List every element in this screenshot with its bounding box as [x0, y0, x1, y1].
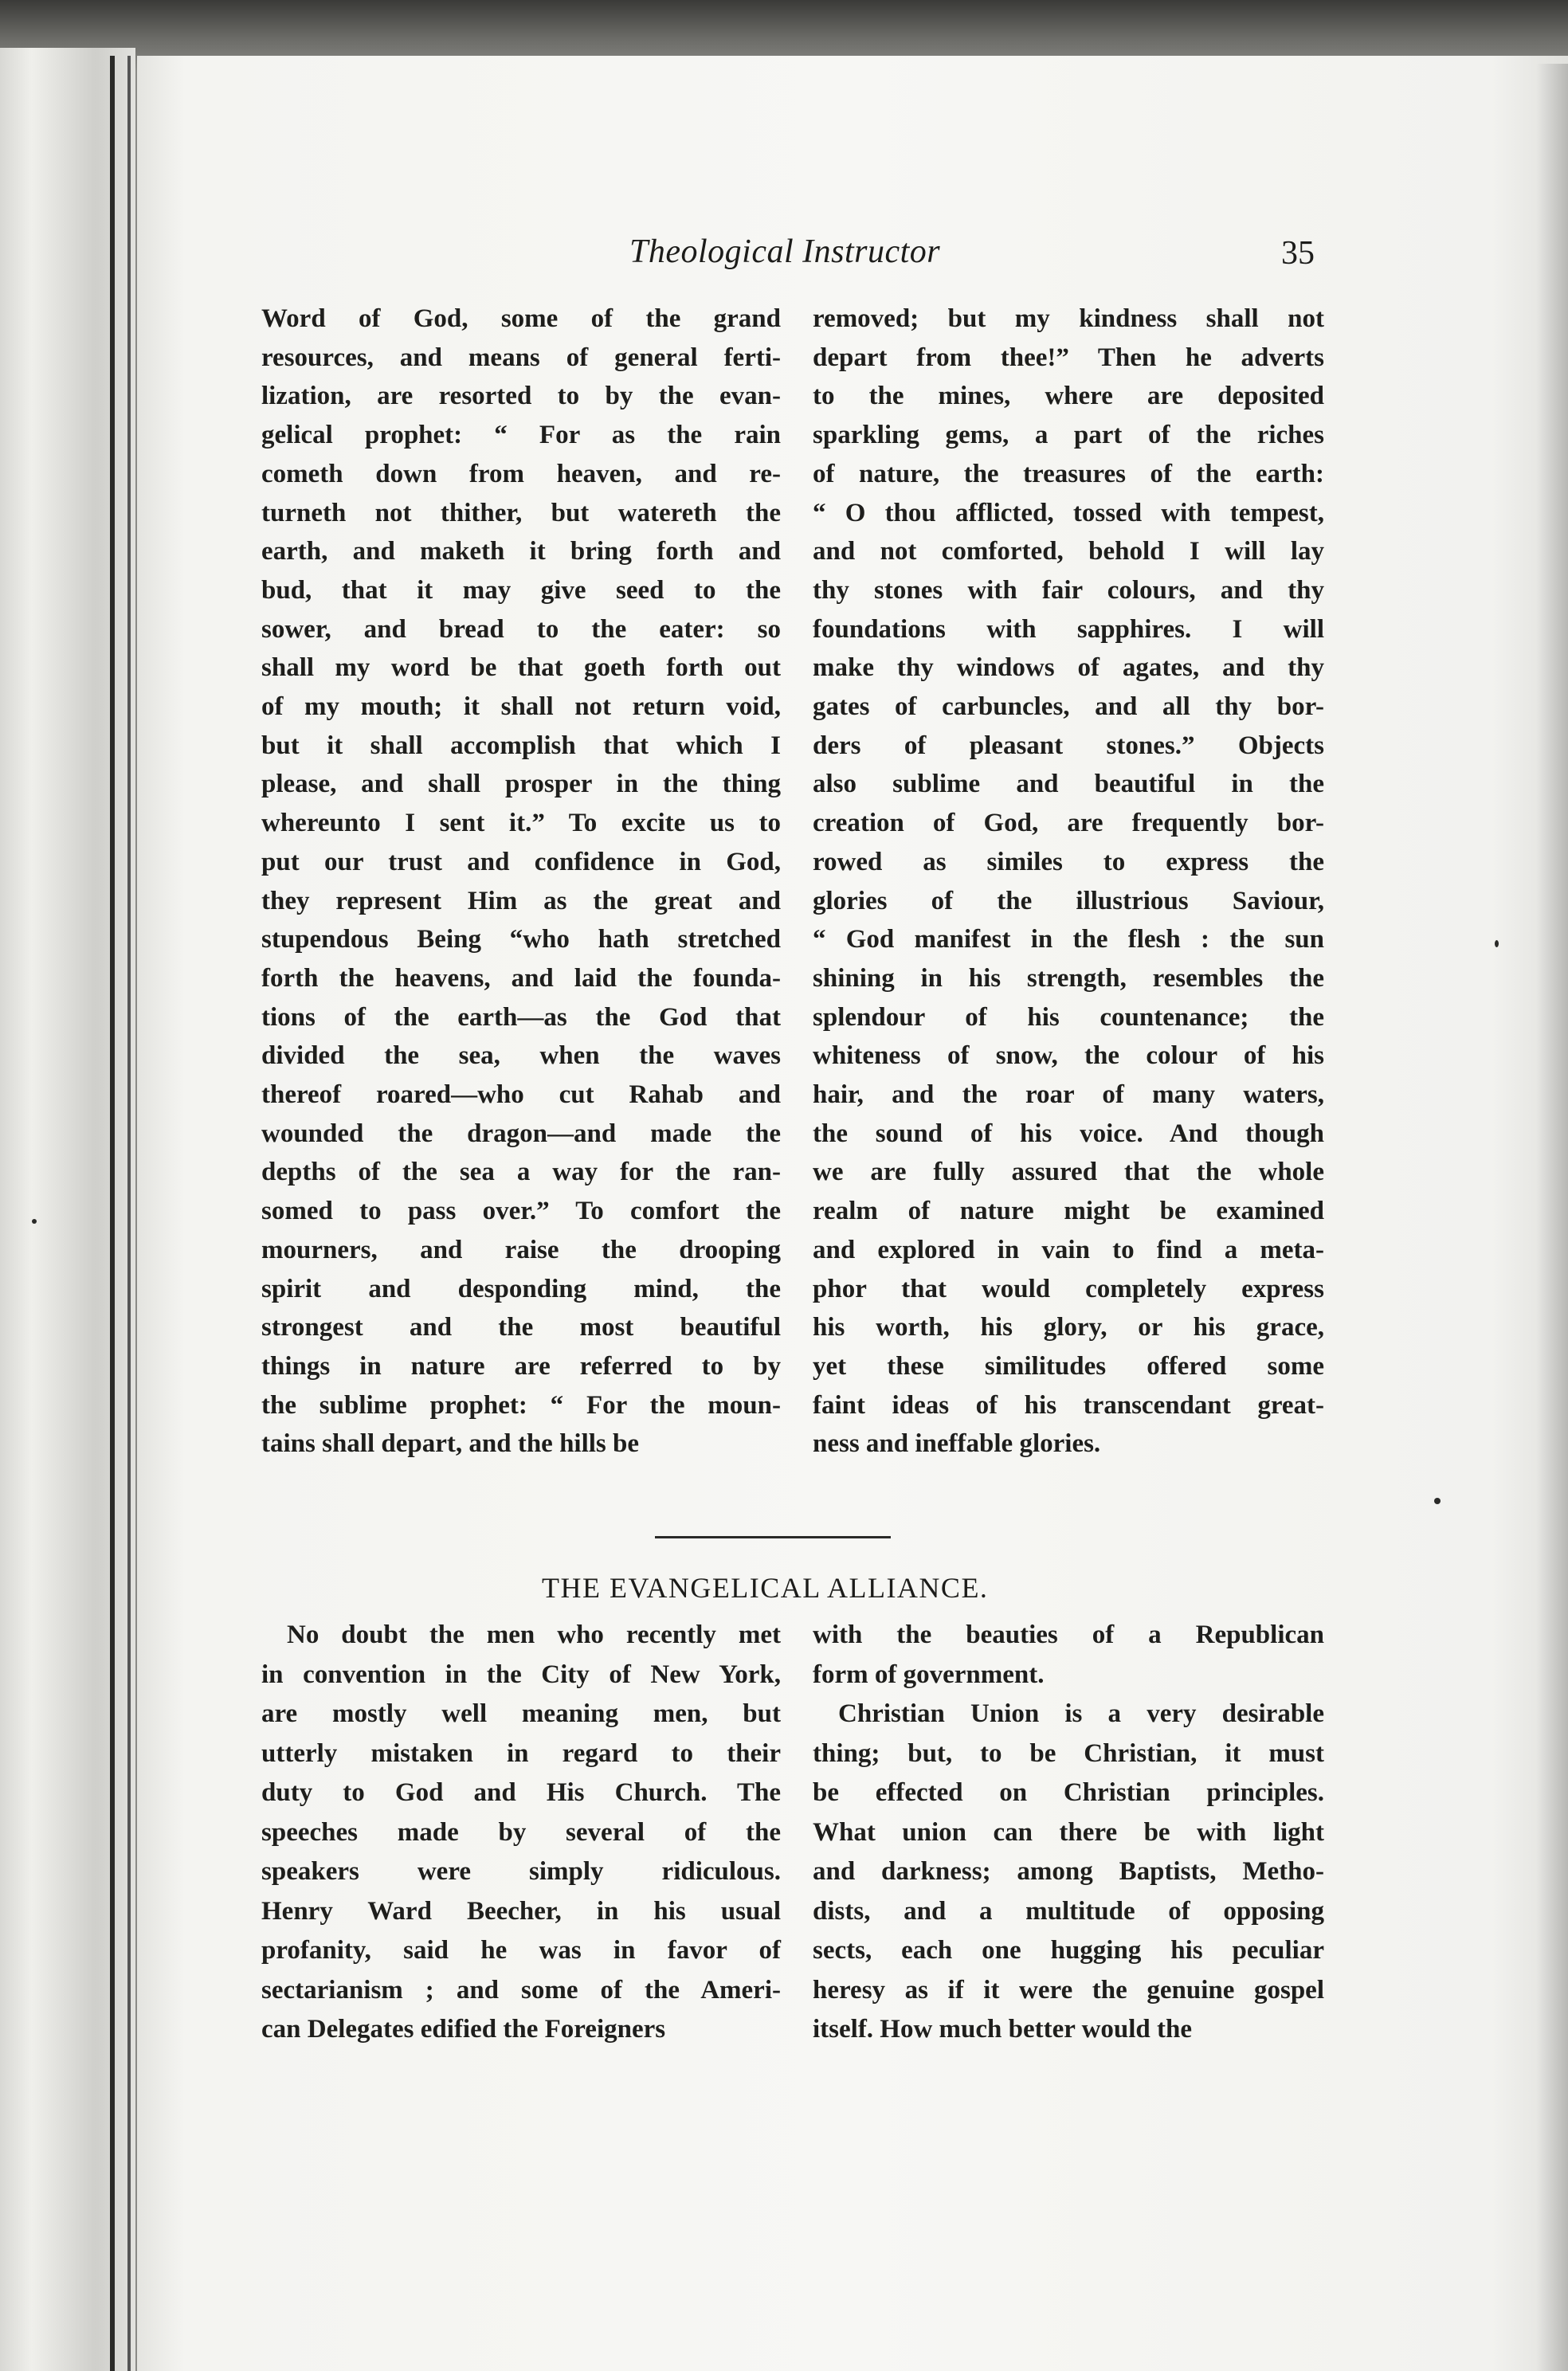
text-line: mourners, and raise the drooping — [261, 1235, 781, 1264]
running-head: Theological Instructor — [629, 233, 941, 270]
text-line: things in nature are referred to by — [261, 1351, 781, 1381]
text-line: phor that would completely express — [813, 1274, 1324, 1303]
text-line: shall my word be that goeth forth out — [261, 653, 781, 683]
text-line: to the mines, where are deposited — [813, 382, 1324, 411]
text-line: itself. How much better would the — [813, 2015, 1193, 2044]
text-line: spirit and desponding mind, the — [261, 1274, 781, 1303]
print-speck — [32, 1219, 37, 1224]
text-line: speakers were simply ridiculous. — [261, 1857, 781, 1886]
text-line: resources, and means of general ferti- — [261, 343, 781, 372]
text-line: put our trust and confidence in God, — [261, 847, 781, 876]
binding-edge-line — [110, 56, 115, 2371]
text-line: cometh down from heaven, and re- — [261, 459, 781, 488]
text-line: No doubt the men who recently met — [287, 1621, 781, 1649]
text-line: of nature, the treasures of the earth: — [813, 459, 1324, 488]
text-line: lization, are resorted to by the evan- — [261, 382, 781, 411]
text-line: speeches made by several of the — [261, 1817, 781, 1847]
text-line: thy stones with fair colours, and thy — [813, 575, 1324, 605]
text-line: can Delegates edified the Foreigners — [261, 2015, 666, 2044]
text-line: foundations with sapphires. I will — [813, 614, 1324, 644]
text-line: profanity, said he was in favor of — [261, 1936, 781, 1965]
text-line: faint ideas of his transcendant great- — [813, 1390, 1324, 1420]
text-line: earth, and maketh it bring forth and — [261, 537, 781, 566]
text-line: forth the heavens, and laid the founda- — [261, 963, 781, 993]
text-line: his worth, his glory, or his grace, — [813, 1313, 1324, 1342]
text-line: Christian Union is a very desirable — [838, 1699, 1324, 1728]
text-line: also sublime and beautiful in the — [813, 770, 1324, 799]
text-line: sower, and bread to the eater: so — [261, 614, 781, 644]
text-line: make thy windows of agates, and thy — [813, 653, 1324, 683]
print-speck — [1495, 940, 1499, 947]
text-line: realm of nature might be examined — [813, 1197, 1324, 1226]
text-line: whiteness of snow, the colour of his — [813, 1041, 1324, 1071]
text-line: whereunto I sent it.” To excite us to — [261, 809, 781, 838]
text-line: What union can there be with light — [813, 1817, 1324, 1847]
text-line: and explored in vain to find a meta- — [813, 1235, 1324, 1264]
text-line: “ God manifest in the flesh : the sun — [813, 925, 1324, 954]
text-line: “ O thou afflicted, tossed with tempest, — [813, 498, 1324, 527]
text-line: with the beauties of a Republican — [813, 1621, 1324, 1649]
book-binding — [0, 48, 135, 2371]
section-divider — [655, 1536, 891, 1538]
text-line: gates of carbuncles, and all thy bor- — [813, 692, 1324, 721]
text-line: form of government. — [813, 1660, 1045, 1689]
text-line: sects, each one hugging his peculiar — [813, 1936, 1324, 1965]
text-line: divided the sea, when the waves — [261, 1041, 781, 1071]
text-line: rowed as similes to express the — [813, 847, 1324, 876]
section-heading: THE EVANGELICAL ALLIANCE. — [542, 1572, 989, 1604]
text-line: yet these similitudes offered some — [813, 1351, 1324, 1381]
text-line: heresy as if it were the genuine gospel — [813, 1975, 1324, 2005]
page-number: 35 — [1281, 235, 1315, 272]
text-line: the sound of his voice. And though — [813, 1119, 1324, 1148]
text-line: duty to God and His Church. The — [261, 1778, 781, 1807]
text-line: dists, and a multitude of opposing — [813, 1896, 1324, 1926]
text-line: thereof roared—who cut Rahab and — [261, 1080, 781, 1109]
text-line: are mostly well meaning men, but — [261, 1699, 781, 1728]
text-line: turneth not thither, but watereth the — [261, 498, 781, 527]
text-line: tains shall depart, and the hills be — [261, 1429, 640, 1459]
text-line: ders of pleasant stones.” Objects — [813, 731, 1324, 760]
text-line: sparkling gems, a part of the riches — [813, 421, 1324, 450]
text-line: they represent Him as the great and — [261, 886, 781, 915]
text-line: shining in his strength, resembles the — [813, 963, 1324, 993]
text-line: thing; but, to be Christian, it must — [813, 1738, 1324, 1768]
text-line: utterly mistaken in regard to their — [261, 1738, 781, 1768]
print-speck — [1434, 1498, 1441, 1504]
text-line: sectarianism ; and some of the Ameri- — [261, 1975, 781, 2005]
text-line: be effected on Christian principles. — [813, 1778, 1324, 1807]
text-line: the sublime prophet: “ For the moun- — [261, 1390, 781, 1420]
text-line: we are fully assured that the whole — [813, 1158, 1324, 1187]
text-line: of my mouth; it shall not return void, — [261, 692, 781, 721]
text-line: please, and shall prosper in the thing — [261, 770, 781, 799]
text-line: wounded the dragon—and made the — [261, 1119, 781, 1148]
text-line: creation of God, are frequently bor- — [813, 809, 1324, 838]
text-line: strongest and the most beautiful — [261, 1313, 781, 1342]
page-edge-shadow — [1536, 64, 1568, 2371]
binding-edge-line — [127, 56, 131, 2371]
text-line: ness and ineffable glories. — [813, 1429, 1101, 1459]
text-line: bud, that it may give seed to the — [261, 575, 781, 605]
text-line: somed to pass over.” To comfort the — [261, 1197, 781, 1226]
text-line: and darkness; among Baptists, Metho- — [813, 1857, 1324, 1886]
text-line: hair, and the roar of many waters, — [813, 1080, 1324, 1109]
text-line: depths of the sea a way for the ran- — [261, 1158, 781, 1187]
text-line: removed; but my kindness shall not — [813, 304, 1324, 333]
text-line: gelical prophet: “ For as the rain — [261, 421, 781, 450]
text-line: Henry Ward Beecher, in his usual — [261, 1896, 781, 1926]
text-line: splendour of his countenance; the — [813, 1002, 1324, 1032]
text-line: depart from thee!” Then he adverts — [813, 343, 1324, 372]
text-line: tions of the earth—as the God that — [261, 1002, 781, 1032]
text-line: but it shall accomplish that which I — [261, 731, 781, 760]
text-line: and not comforted, behold I will lay — [813, 537, 1324, 566]
text-line: Word of God, some of the grand — [261, 304, 781, 333]
text-line: stupendous Being “who hath stretched — [261, 925, 781, 954]
text-line: in convention in the City of New York, — [261, 1660, 781, 1689]
text-line: glories of the illustrious Saviour, — [813, 886, 1324, 915]
